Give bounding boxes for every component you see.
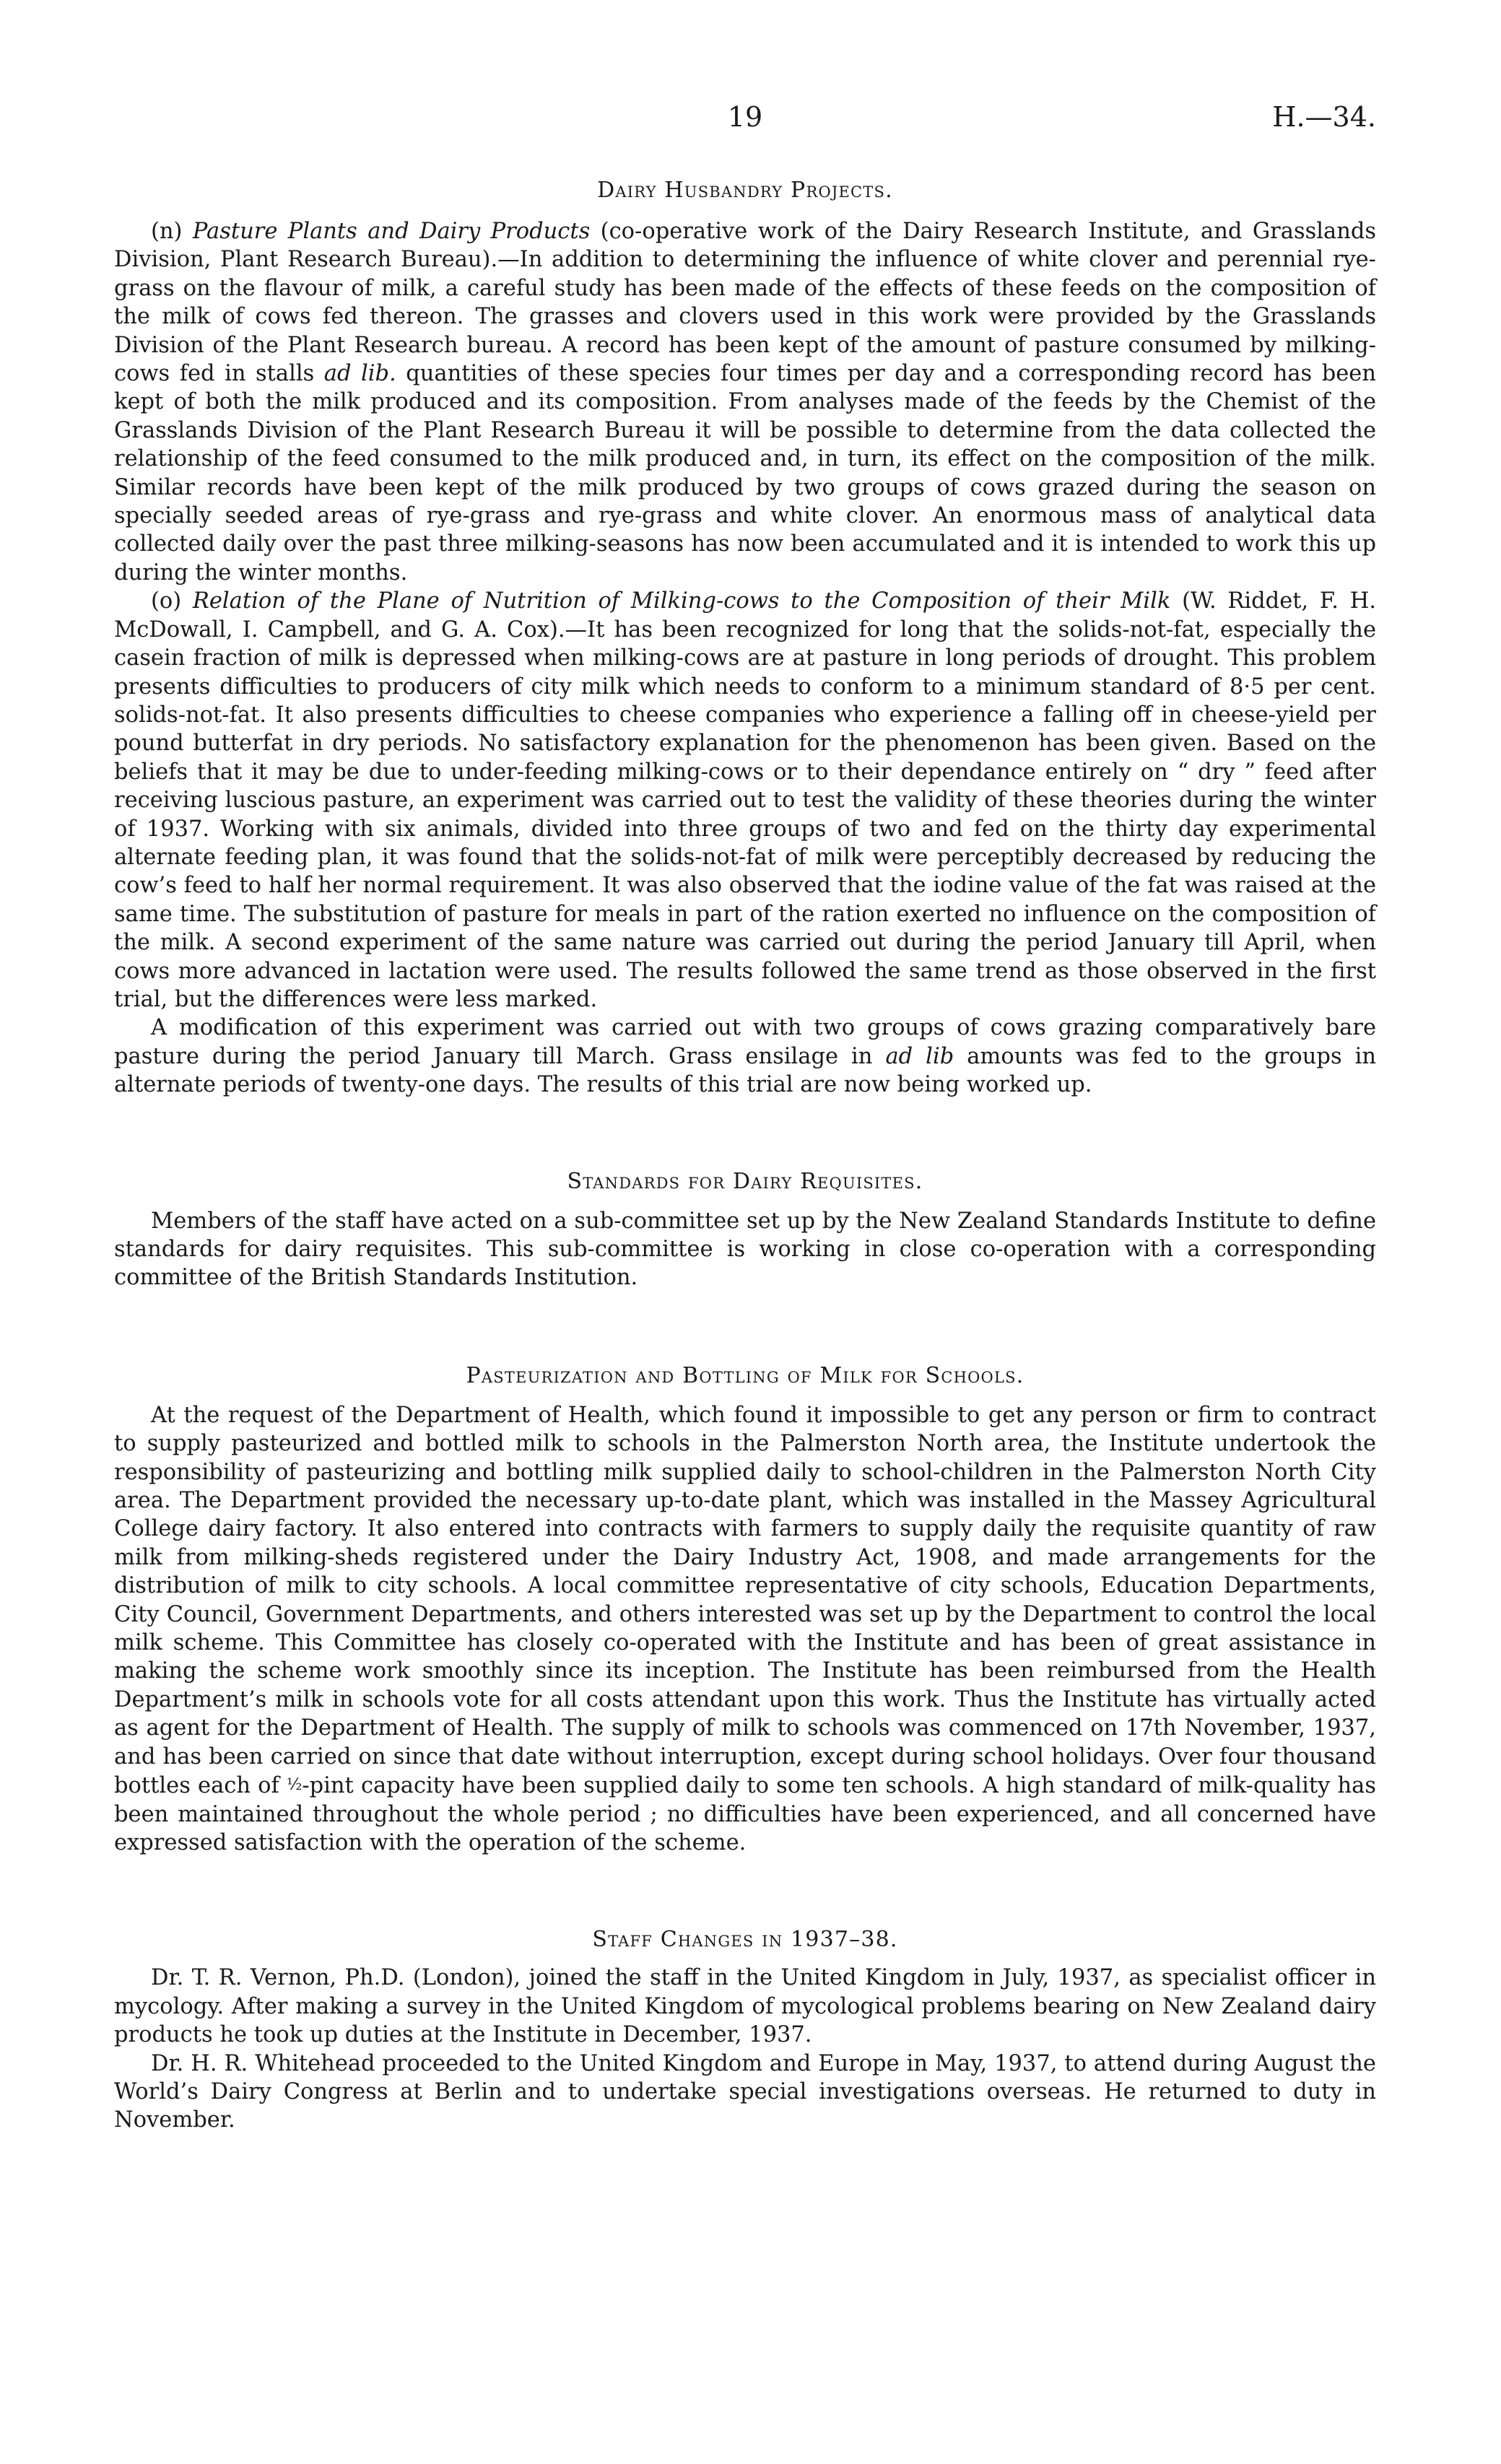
paragraph-text: A modification of this experiment was carried out with two groups of cows grazing comparatively bare pasture during the period January till March. Grass ensilage in [114,1015,1376,1069]
paragraph-modification [114,1014,1376,1099]
paragraph-text: amounts was fed to the groups in alternate periods of twenty-one days. The results of this trial are now being worked up. [114,1043,1376,1098]
section-heading-pasteurization: Pasteurization and Bottling of Milk for Schools. [466,1362,1024,1388]
fraction: ½ [286,1776,303,1795]
paragraph-pasteurization [114,1401,1376,1858]
paragraph-text: quantities of these species four times per day and a corresponding record has been kept of both the milk produced and its composition. From analyses made of the feeds by the Chemist of the Grasslands Division of the Plant Research Bureau it will be possible to determine from the data collected the relationship of the feed consumed to the milk produced and, in turn, its effect on the composition of the milk. Similar records have been kept of the milk produced by two groups of cows grazed during the season on specially seeded areas of rye-grass and rye-grass and white clover. An enormous mass of analytical data collected daily over the past three milking-seasons has now been accumulated and it is intended to work this up during the winter months. [114,361,1376,585]
page-header [114,101,1376,144]
item-marker: (n) [151,219,193,244]
latin-term: ad lib [885,1043,954,1069]
paragraph-text: -pint capacity have been supplied daily to some ten schools. A high standard of milk-quality has been maintained throughout the whole period ; no difficulties have been experienced, and all concerned have expressed satisfaction with the operation of the scheme. [114,1773,1376,1855]
section-heading-standards: Standards for Dairy Requisites. [567,1168,923,1194]
item-title: Pasture Plants and Dairy Products [192,219,591,244]
item-marker: (o) [151,588,193,614]
page-content [114,176,1376,2135]
section-heading-staff-changes: Staff Changes in 1937–38. [592,1927,898,1953]
document-reference: H.—34. [1272,101,1376,133]
paragraph-text: (W. Riddet, F. H. McDowall, I. Campbell, and G. A. Cox).—It has been recognized for long that the solids-not-fat, especially the casein fraction of milk is depressed when milking-cows are at pasture in long periods of drought. This problem presents difficulties to producers of city milk which needs to conform to a minimum standard of 8·5 per cent. solids-not-fat. It also presents difficulties to cheese companies who experience a falling off in cheese-yield per pound butterfat in dry periods. No satisfactory explanation for the phenomenon has been given. Based on the beliefs that it may be due to under-feeding milking-cows or to their dependance entirely on “ dry ” feed after receiving luscious pasture, an experiment was carried out to test the validity of these theories during the winter of 1937. Working with six animals, divided into three groups of two and fed on the thirty day experimental alternate feeding plan, it was found that the solids-not-fat of milk were perceptibly decreased by reducing the cow’s feed to half her normal requirement. It was also observed that the iodine value of the fat was raised at the same time. The substitution of pasture for meals in part of the ration exerted no influence on the composition of the milk. A second experiment of the same nature was carried out during the period January till April, when cows more advanced in lactation were used. The results followed the same trend as those observed in the first trial, but the differences were less marked. [114,588,1377,1012]
paragraph-staff-vernon: Dr. T. R. Vernon, Ph.D. (London), joined the staff in the United Kingdom in July, 1937, as specialist officer in mycology. After making a survey in the United Kingdom of mycological problems bearing on New Zealand dairy products he took up duties at the Institute in December, 1937. [114,1965,1376,2048]
paragraph-text: At the request of the Department of Health, which found it impossible to get any person or firm to contract to supply pasteurized and bottled milk to schools in the Palmerston North area, the Institute undertook the responsibility of pasteurizing and bottling milk supplied daily to school-children in the Palmerston North City area. The Department provided the necessary up-to-date plant, which was installed in the Massey Agricultural College dairy factory. It also entered into contracts with farmers to supply daily the requisite quantity of raw milk from milking-sheds registered under the Dairy Industry Act, 1908, and made arrangements for the distribution of milk to city schools. A local committee representative of city schools, Education Departments, City Council, Government Departments, and others interested was set up by the Department to control the local milk scheme. This Committee has closely co-operated with the Institute and has been of great assistance in making the scheme work smoothly since its inception. The Institute has been reimbursed from the Health Department’s milk in schools vote for all costs attendant upon this work. Thus the Institute has virtually acted as agent for the Department of Health. The supply of milk to schools was commenced on 17th November, 1937, and has been carried on since that date without interruption, except during school holidays. Over four thousand bottles each of [114,1402,1376,1799]
page-number: 19 [727,101,763,133]
section-heading-dairy-projects: Dairy Husbandry Projects. [597,178,893,203]
latin-term: ad lib. [323,361,396,387]
paragraph-plane-of-nutrition [114,587,1376,1014]
paragraph-standards: Members of the staff have acted on a sub-committee set up by the New Zealand Standards Institute to define standards for dairy requisites. This sub-committee is working in close co-operation with a corresponding committee of the British Standards Institution. [114,1208,1376,1291]
paragraph-pasture-plants [114,217,1376,587]
paragraph-text: (co-operative work of the Dairy Research Institute, and Grasslands Division, Plant Research Bureau).—In addition to determining the influence of white clover and perennial rye-grass on the flavour of milk, a careful study has been made of the effects of these feeds on the composition of the milk of cows fed thereon. The grasses and clovers used in this work were provided by the Grasslands Division of the Plant Research bureau. A record has been kept of the amount of pasture consumed by milking-cows fed in stalls [114,219,1377,387]
item-title: Relation of the Plane of Nutrition of Milking-cows to the Composition of their Milk [192,588,1171,614]
paragraph-staff-whitehead: Dr. H. R. Whitehead proceeded to the United Kingdom and Europe in May, 1937, to attend during August the World’s Dairy Congress at Berlin and to undertake special investigations overseas. He returned to duty in November. [114,2050,1376,2133]
